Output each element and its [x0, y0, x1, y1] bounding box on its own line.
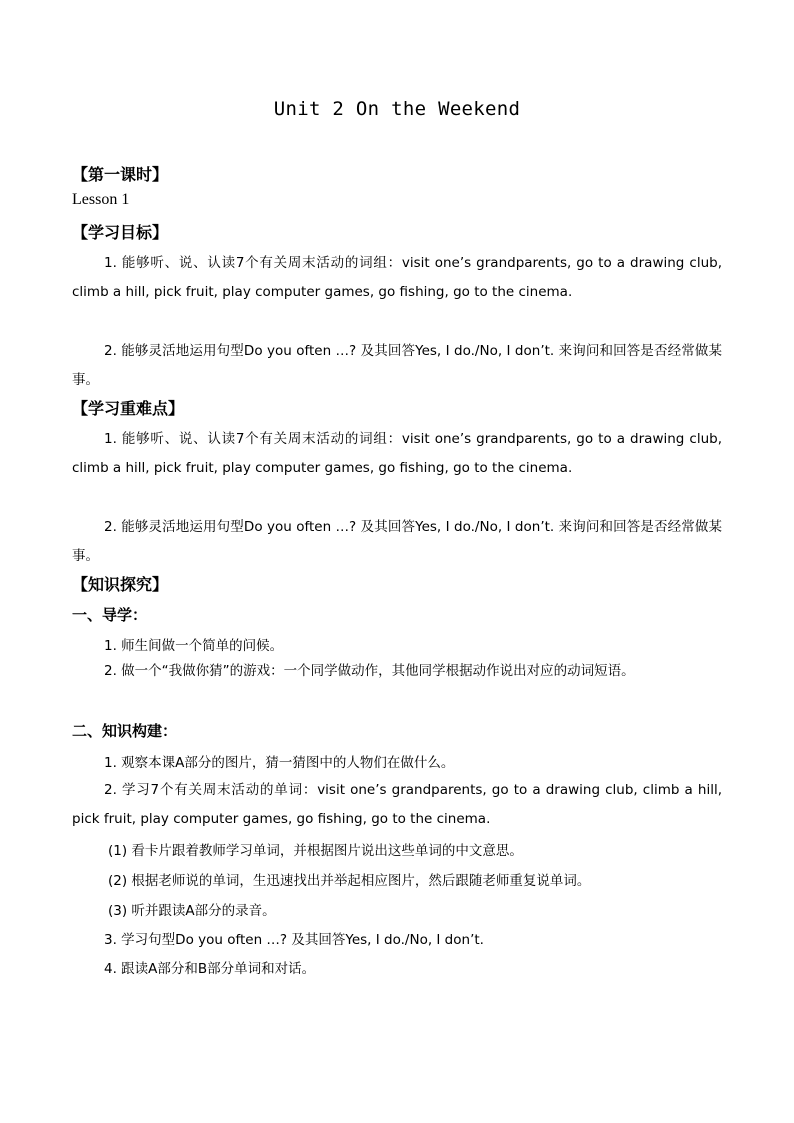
explore-heading: 【知识探究】: [72, 575, 169, 594]
goals-item-1: 1. 能够听、说、认读7个有关周末活动的词组：visit one’s grandparents, go to a drawing club, climb a hill, pick fruit, play computer games, go fishing, go to the cinema.: [72, 255, 722, 300]
goals-heading: 【学习目标】: [72, 223, 169, 242]
goals-item-2: 2. 能够灵活地运用句型Do you often …? 及其回答Yes, I do./No, I don’t. 来询问和回答是否经常做某事。: [72, 343, 722, 388]
build-item-1: 1. 观察本课A部分的图片，猜一猜图中的人物们在做什么。: [104, 755, 455, 771]
build-item-3: 3. 学习句型Do you often …? 及其回答Yes, I do./No, I don’t.: [104, 932, 484, 948]
build-heading: 二、知识构建：: [72, 722, 178, 740]
guide-item-2: 2. 做一个“我做你猜”的游戏：一个同学做动作，其他同学根据动作说出对应的动词短语。: [104, 663, 635, 679]
build-item-4: 4. 跟读A部分和B部分单词和对话。: [104, 961, 316, 977]
build-subitem-3: (3) 听并跟读A部分的录音。: [108, 903, 276, 919]
build-item-2: 2. 学习7个有关周末活动的单词：visit one’s grandparents, go to a drawing club, climb a hill, pick fruit, play computer games, go fishing, go to the cinema.: [72, 782, 722, 827]
document-title: Unit 2 On the Weekend: [273, 98, 521, 120]
build-subitem-2: (2) 根据老师说的单词，生迅速找出并举起相应图片，然后跟随老师重复说单词。: [108, 873, 591, 889]
key-points-heading: 【学习重难点】: [72, 399, 185, 418]
guide-heading: 一、导学：: [72, 606, 148, 624]
build-subitem-1: (1) 看卡片跟着教师学习单词，并根据图片说出这些单词的中文意思。: [108, 843, 523, 859]
lesson-tag: 【第一课时】: [72, 165, 169, 184]
guide-item-1: 1. 师生间做一个简单的问候。: [104, 638, 284, 654]
lesson-name: Lesson 1: [72, 191, 130, 208]
key-points-item-2: 2. 能够灵活地运用句型Do you often …? 及其回答Yes, I do./No, I don’t. 来询问和回答是否经常做某事。: [72, 519, 722, 564]
key-points-item-1: 1. 能够听、说、认读7个有关周末活动的词组：visit one’s grandparents, go to a drawing club, climb a hill, pick fruit, play computer games, go fishing, go to the cinema.: [72, 431, 722, 476]
